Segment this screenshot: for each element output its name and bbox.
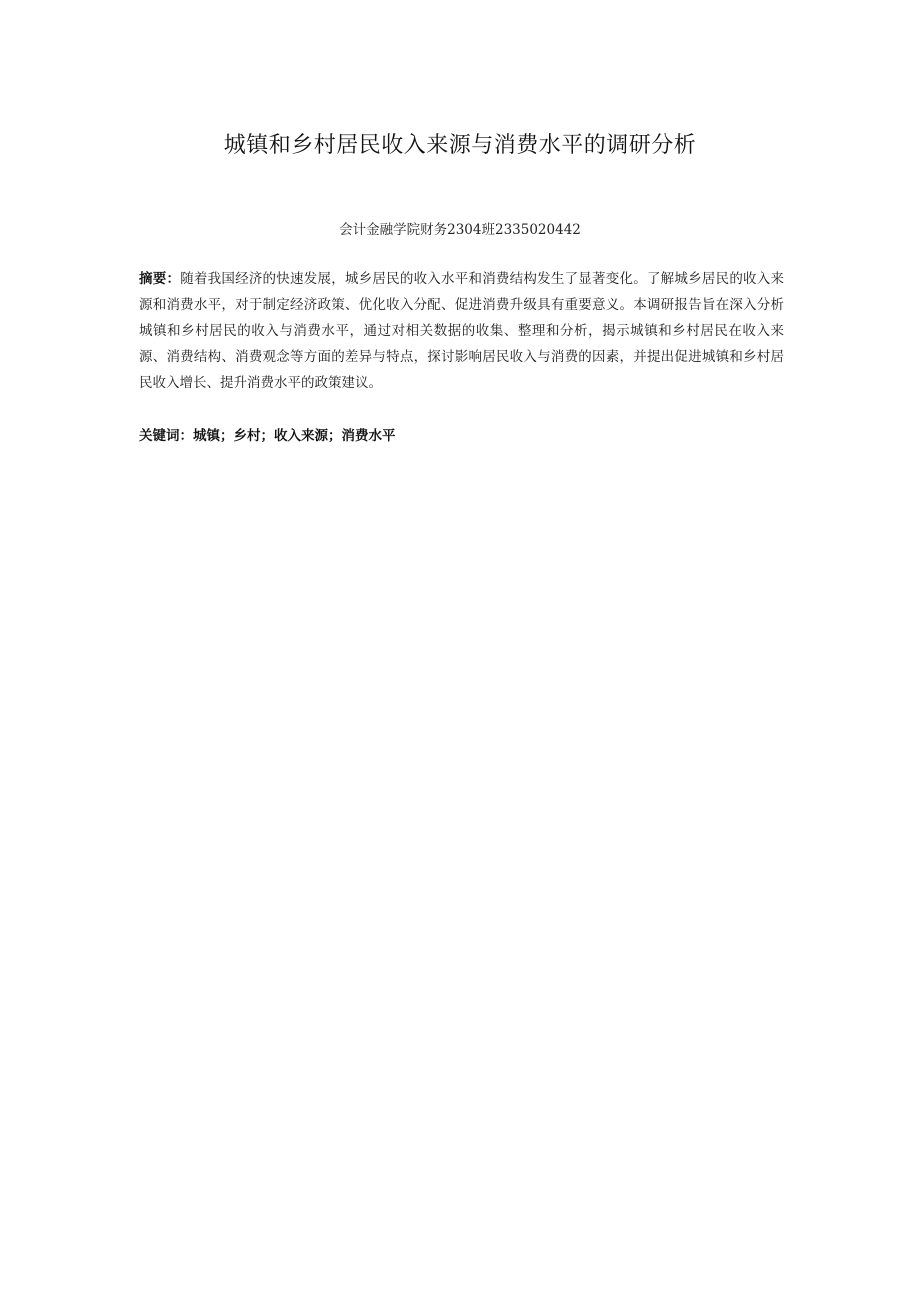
author-line: 会计金融学院财务2304班2335020442 — [339, 222, 581, 238]
keywords-text: 城镇；乡村；收入来源；消费水平 — [193, 428, 396, 444]
abstract-text: 随着我国经济的快速发展，城乡居民的收入水平和消费结构发生了显著变化。了解城乡居民的收入来源和消费水平，对于制定经济政策、优化收入分配、促进消费升级具有重要意义。本调研报告旨在深入分析城镇和乡村居民的收入与消费水平，通过对相关数据的收集、整理和分析，揭示城镇和乡村居民在收入来源、消费结构、消费观念等方面的差异与特点，探讨影响居民收入与消费的因素，并提出促进城镇和乡村居民收入增长、提升消费水平的政策建议。 — [139, 271, 785, 391]
abstract-paragraph — [139, 266, 784, 396]
page-title: 城镇和乡村居民收入来源与消费水平的调研分析 — [223, 133, 697, 158]
abstract-label: 摘要： — [139, 271, 181, 287]
keywords-line — [139, 424, 784, 444]
keywords-label: 关键词： — [139, 428, 193, 444]
